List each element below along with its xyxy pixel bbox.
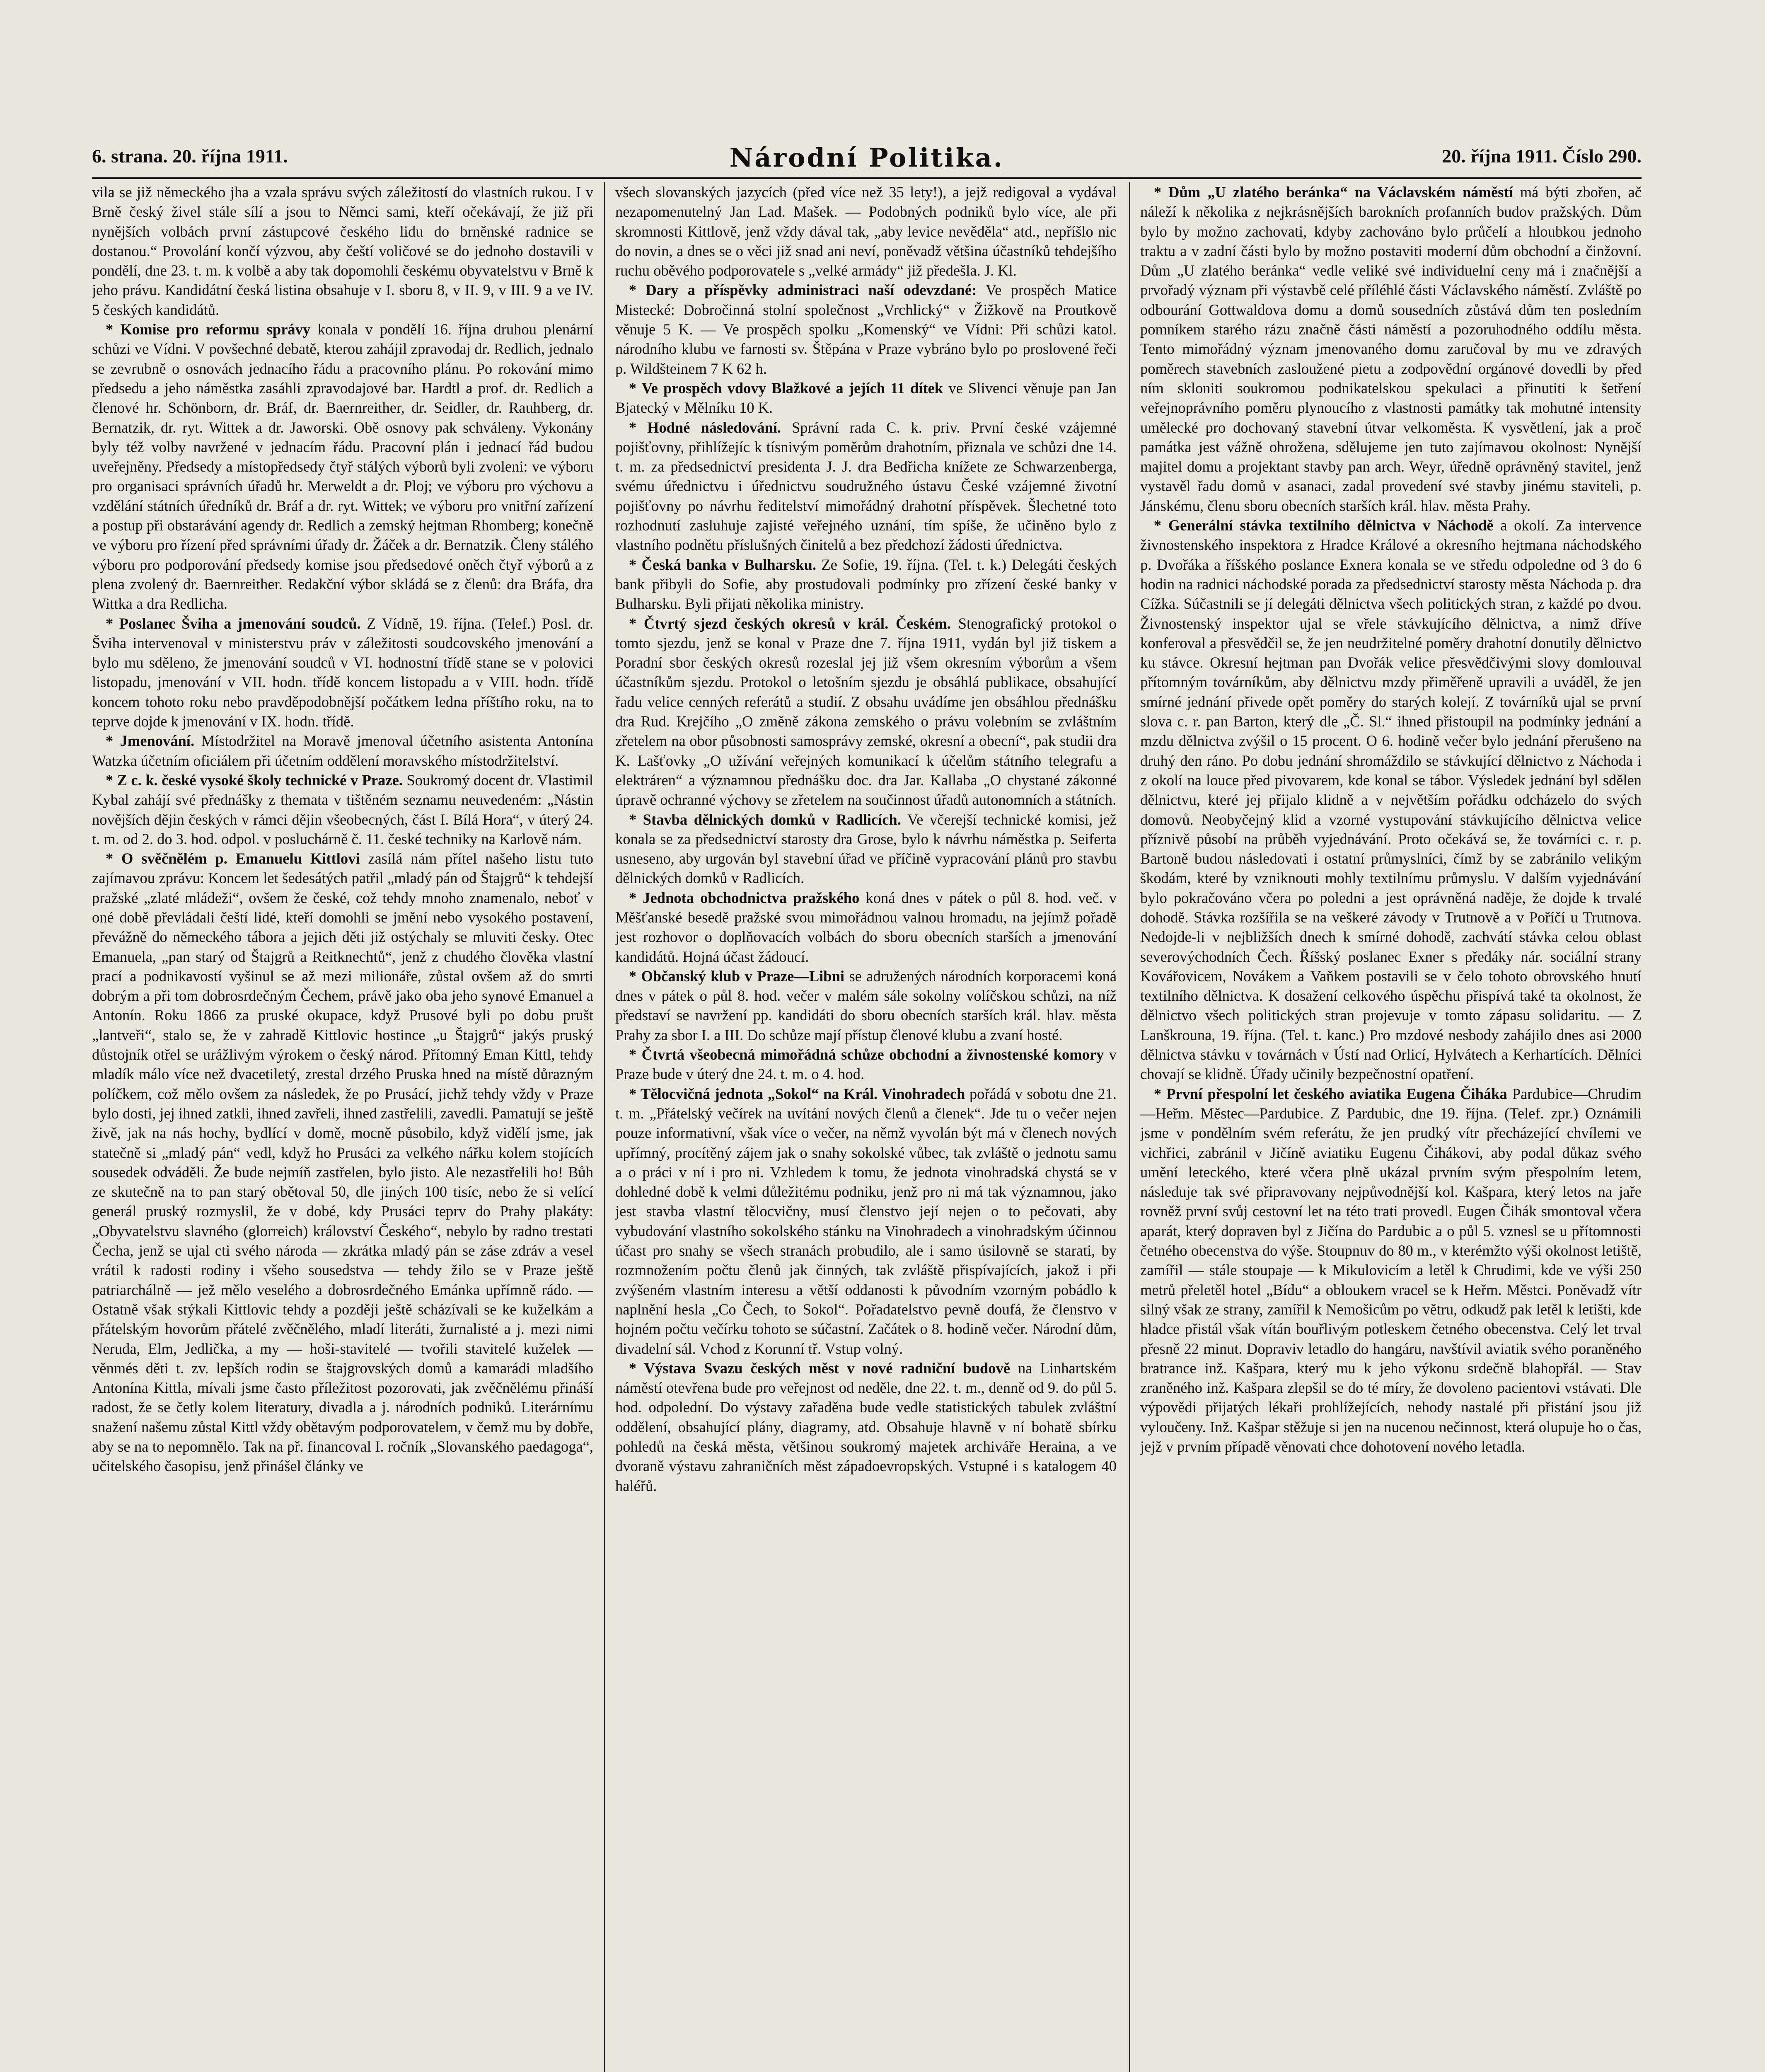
column-divider-1	[604, 182, 605, 2072]
article-paragraph	[615, 378, 1117, 418]
article-paragraph	[615, 1358, 1117, 1496]
column-2	[615, 182, 1117, 2072]
article-text: Ve prospěch Matice Mistecké: Dobročinná stolní společnost „Vrchlický“ v Žižkově na Proutkově věnuje 5 K. — Ve prospěch spolku „Komenský“ ve Vídni: Při schůzi katol. národního klubu ve farnosti sv. Štěpána v Praze vybráno bylo po proslovené řeči p. Wildšteinem 7 K 62 h.	[615, 281, 1117, 377]
article-paragraph	[615, 280, 1117, 378]
article-text: Ze Sofie, 19. října. (Tel. t. k.) Delegáti českých bank přibyli do Sofie, aby prostudovali podmínky pro zřízení české banky v Bulharsku. Byli přijati několika ministry.	[615, 556, 1117, 612]
article-heading: * Dům „U zlatého beránka“ na Václavském náměstí	[1153, 184, 1513, 201]
article-paragraph	[615, 555, 1117, 614]
article-paragraph	[92, 614, 593, 731]
header-rule	[92, 177, 1642, 179]
article-text: vila se již německého jha a vzala správu svých záležitostí do vlastních rukou. I v Brně český živel stále sílí a jsou to Němci sami, kteří očekávají, že již při nynějších volbách první zástupcové českého lidu do brněnské radnice se dostanou.“ Provolání končí výzvou, aby čeští voličové se do jednoho dostavili v pondělí, dne 23. t. m. k volbě a aby tak dopomohli českému obyvatelstvu v Brně k jeho právu. Kandidátní česká listina obsahuje v I. sboru 8, v II. 9, v III. 9 a ve IV. 5 českých kandidátů.	[92, 184, 593, 318]
article-text: Ve včerejší technické komisi, jež konala se za předsednictví starosty dra Grose, bylo k návrhu náměstka p. Seiferta usneseno, aby urgován byl stavební úřad ve příčině vypracování plánů pro stavbu dělnických domků v Radlicích.	[615, 811, 1117, 887]
article-text: ve Slivenci věnuje pan Jan Bjatecký v Mělníku 10 K.	[615, 379, 1117, 416]
column-3	[1140, 182, 1642, 2072]
article-text: Pardubice—Chrudim—Heřm. Městec—Pardubice. Z Pardubic, dne 19. října. (Telef. zpr.) Oznámili jsme v pondělním svém referátu, že jen prudký vítr přecházející chvílemi ve vichřici, zabránil v Jičíně aviatiku Eugenu Čihákovi, aby podal důkaz svého umění leteckého, které včera plně ukázal prvním svým přespolním letem, následuje tak své připravovany nejpůvodnější kol. Kašpara, který letos na jaře rovněž první svůj cestovní let na této trati provedl. Eugen Čihák smontoval včera aparát, který dopraven byl z Jičína do Pardubic a o půl 5. vznesl se u přítomnosti četného obecenstva do výše. Stoupnuv do 80 m., v kterémžto výši okolnost letiště, zamířil — stále stoupaje — k Mikulovicím a letěl k Chrudimi, kde ve výši 250 metrů přeletěl hotel „Bídu“ a obloukem vracel se k Heřm. Městci. Poněvadž vítr silný však ze strany, zamířil k Nemošicům po větru, odkudž pak letěl k letišti, kde hladce přistál však vítán bouřlivým potleskem četného obecenstva. Celý let trval přesně 22 minut. Dopraviv letadlo do hangáru, navštívil aviatik svého poraněného bratrance inž. Kašpara, který mu k jeho výkonu srdečně blahopřál. — Stav zraněného inž. Kašpara zlepšil se do té míry, že dovoleno pacientovi vstávati. Dle výpovědi přijatých lékaři prohlížejících, nehody nastalé při přistání jsou již vyloučeny. Inž. Kašpar stěžuje si jen na nucenou nečinnost, která olupuje ho o čas, jejž v prvním případě věnovati chce dohotovení nového letadla.	[1140, 1085, 1642, 1455]
article-paragraph	[615, 614, 1117, 810]
article-paragraph	[615, 888, 1117, 966]
article-paragraph	[615, 182, 1117, 280]
article-paragraph	[92, 849, 593, 1476]
article-heading: * Dary a příspěvky administraci naší odevzdané:	[629, 281, 977, 299]
article-paragraph	[615, 1045, 1117, 1084]
article-heading: * První přespolní let českého aviatika Eugena Čiháka	[1153, 1085, 1507, 1102]
article-heading: * Komise pro reformu správy	[105, 321, 311, 338]
article-text: v Praze bude v úterý dne 24. t. m. o 4. hod.	[615, 1046, 1117, 1083]
article-paragraph	[92, 731, 593, 770]
article-text: Soukromý docent dr. Vlastimil Kybal zahájí své přednášky z themata v tištěném seznamu neuvedeném: „Nástin novějších dějin českých v rámci dějin všeobecných, část I. Bílá Hora“, v úterý 24. t. m. od 2. do 3. hod. odpol. v posluchárně č. 11. české techniky na Karlově nám.	[92, 771, 593, 847]
article-text: a okolí. Za intervence živnostenského inspektora z Hradce Králové a okresního hejtmana náchodského p. Dvořáka a říšského poslance Exnera konala se ve středu odpoledne od 3 do 6 hodin na radnici náchodské porada za předsednictví starosty města Náchoda p. dra Cížka. Súčastnili se jí delegáti dělnictva všech politických stran, z každé po dvou. Živnostenský inspektor ujal se vřele stávkujícího dělnictva, a nimž dříve konferoval a přesvědčil se, že jen neudržitelné poměry drahotní donutily dělnictvo ku stávce. Okresní hejtman pan Dvořák velice přesvědčivými slovy domlouval přítomným továrníkům, aby dělnictvu mzdy přiměřeně upravili a uváděl, že jen smírné jednání přivede opět poměry do starých kolejí. Z továrníků ujal se první slova c. r. pan Barton, který dle „Č. Sl.“ ihned přistoupil na podmínky jednání a mzdu dělnictva zvýšil o 15 procent. O 6. hodině večer bylo jednání přerušeno na druhý den ráno. Po dobu jednání shromáždilo se stávkující dělnictvo z Náchoda i z okolí na louce před pivovarem, kde konal se tábor. Výsledek jednání byl sdělen dělnictvu, které jej přijalo klidně a v největším pořádku odcházelo do svých domovů. Neobyčejný klid a vzorné vystupování stávkujícího dělnictva velice příznivě působí na průběh vyjednávání. Proto očekává se, že továrníci c. r. p. Bartoně budou následovati i ostatní průmyslníci, čímž by se zabránilo velikým škodám, které by vzniknouti mohly textilnímu průmyslu. V dalším vyjednávání bylo pokračováno včera po poledni a jest oprávněná naděje, že dojde k trvalé dohodě. Stávka rozšířila se na veškeré závody v Trutnově a v Poříčí u Trutnova. Nedojde-li v nejbližších dnech k smírné dohodě, zachvátí stávka celou oblast severovýchodních Čech. Říšský poslanec Exner s předáky nár. sociální strany Kovářovicem, Novákem a Vaňkem postavili se v čelo tohoto obrovského hnutí textilního dělnictva. K dosažení celkového úspěchu přispívá také ta okolnost, že dělnictvo všech politických stran projevuje v tomto zápasu solidaritu. — Z Lanškrouna, 19. října. (Tel. t. kanc.) Pro mzdové nesbody zahájilo dnes asi 2000 dělnictva stávku v továrnách v Ústí nad Orlicí, Hylvátech a Kerhartících. Dělníci chovají se klidně. Úřady učinily bezpečnostní opatření.	[1140, 517, 1642, 1083]
article-text: Z Vídně, 19. října. (Telef.) Posl. dr. Šviha intervenoval v ministerstvu práv v záležitosti soudcovského jmenování a bylo mu sděleno, že jmenování soudců v VI. hodnostní třídě stane se v polovici listopadu, jmenování v VII. hodn. třídě koncem listopadu a v VIII. hodn. třídě koncem tohoto roku nebo pravděpodobnější počátkem ledna příštího roku, na to teprve dojde k jmenování v IX. hodn. třídě.	[92, 615, 593, 730]
article-paragraph	[615, 810, 1117, 888]
issue-date-number: 20. října 1911. Číslo 290.	[1442, 145, 1642, 167]
article-heading: * Poslanec Šviha a jmenování soudců.	[105, 615, 361, 632]
article-text: se adružených národních korporacemi koná dnes v pátek o půl 8. hod. večer v malém sále sokolny volíčskou schůzi, na níž představí se navržení pp. kandidáti do sboru obecních starších král. hlav. města Prahy za sbor I. a III. Do schůze mají přístup členové klubu a zvaní hosté.	[615, 967, 1117, 1043]
article-paragraph	[615, 966, 1117, 1045]
article-heading: * Ve prospěch vdovy Blažkové a jejích 11 dítek	[629, 379, 943, 397]
article-heading: * Z c. k. české vysoké školy technické v Praze.	[105, 771, 403, 789]
column-divider-2	[1129, 182, 1130, 2072]
article-heading: * Jednota obchodnictva pražského	[629, 889, 860, 906]
article-paragraph	[1140, 182, 1642, 516]
article-heading: * Stavba dělnických domků v Radlicích.	[629, 811, 901, 828]
page-header	[92, 145, 1642, 174]
article-text: Správní rada C. k. priv. První české vzájemné pojišťovny, přihlížejíc k tísnivým poměrům drahotním, přiznala ve schůzi dne 14. t. m. za předsednictví presidenta J. J. dra Bedřicha knížete ze Schwarzenberga, svému úřednictvu i úřednictvu soudružného ústavu České vzájemné životní pojišťovny po návrhu ředitelství mimořádný drahotní příspěvek. Šlechetné toto rozhodnutí zasluhuje zajisté veřejného uznání, tím spíše, že učiněno bylo z vlastního podnětu příslušných činitelů a bez předchozí žádosti úřednictva.	[615, 419, 1117, 554]
article-heading: * Tělocvičná jednota „Sokol“ na Král. Vinohradech	[629, 1085, 965, 1102]
article-text: Stenografický protokol o tomto sjezdu, jenž se konal v Praze dne 7. října 1911, vydán byl již tiskem a Poradní sbor českých okresů rozeslal jej již všem okresním výborům a všem účastníkům sjezdu. Protokol o letošním sjezdu je obsáhlá publikace, obsahující řadu velice cenných referátů a studií. Z obsahu uvádíme jen obsáhlou přednášku dra Rud. Krejčího „O změně zákona zemského o právu volebním se zvláštním zřetelem na obor působnosti samosprávy zemské, okresní a obecní“, pak studii dra K. Lašťovky „O užívání veřejných komunikací k účelům státního telegrafu a elektráren“ a významnou přednášku doc. dra Jar. Kallaba „O chystané zákonné úpravě ochranné výchovy se zřetelem na součinnost úřadů autonomních a státních.	[615, 615, 1117, 808]
article-paragraph	[1140, 1084, 1642, 1457]
article-paragraph	[92, 320, 593, 613]
article-text: koná dnes v pátek o půl 8. hod. več. v Měšťanské besedě pražské svou mimořádnou valnou hromadu, na jejímž pořadě jest rozhovor o doplňovacích volbách do sboru obecních starších a jmenování kandidátů. Hojná účast žádoucí.	[615, 889, 1117, 965]
article-heading: * O svěčnělém p. Emanuelu Kittlovi	[105, 850, 360, 867]
article-paragraph	[1140, 516, 1642, 1084]
article-text: pořádá v sobotu dne 21. t. m. „Přátelský večírek na uvítání nových členů a členek“. Jde tu o večer nejen pouze informativní, však více o večer, na němž vyvolán být má v členech nových upřímný, procítěný zájem jak o snahy sokolské vůbec, tak zvláště o jednotu samu a o práci v ní i pro ni. Vzhledem k tomu, že jednota vinohradská chystá se v dohledné době k velmi důležitému podniku, jenž pro ni má tak významnou, jako jest stavba vlastní tělocvičny, musí členstvo její nejen o to pečovati, aby vybudování vlastního sokolského stánku na Vinohradech a vinohradským účinnou účast pro snahy se všech stranách probudilo, ale i samo úsilovně se starati, by rozmnožením počtu členů jak činných, tak zvláště přispívajících, jakož i při zvýšeném vlastním interesu a větší oddanosti k původním vzorným pobádlo k naplnění hesla „Co Čech, to Sokol“. Pořadatelstvo pevně doufá, že členstvo v hojném počtu večírku tohoto se súčastní. Začátek o 8. hodině večer. Národní dům, divadelní sál. Vchod z Korunní tř. Vstup volný.	[615, 1085, 1117, 1357]
article-text: všech slovanských jazycích (před více než 35 lety!), a jejž redigoval a vydával nezapomenutelný Jan Lad. Mašek. — Podobných podniků bylo více, ale při skromnosti Kittlově, jenž vždy dával tak, „aby levice nevěděla“ atd., nepříšlo nic do novin, a dnes se o věci již snad ani neví, poněvadž většina účastníků tehdejšího ruchu oběvého podporovatele s „velké armády“ již předešla. J. Kl.	[615, 184, 1117, 279]
page-number-date: 6. strana. 20. října 1911.	[92, 145, 288, 167]
article-paragraph	[615, 418, 1117, 555]
masthead-title: Národní Politika.	[729, 143, 1004, 173]
article-text: konala v pondělí 16. října druhou plenární schůzi ve Vídni. V povšechné debatě, kterou zahájil zpravodaj dr. Redlich, jednalo se zevrubně o osnovách jednacího řádu a pracovního plánu. Po rokování mimo předsedu a jeho náměstka zasáhli zpravodajové bar. Hardtl a prof. dr. Redlich a členové hr. Schönborn, dr. Bráf, dr. Baernreither, dr. Seidler, dr. Rauhberg, dr. Bernatzik, dr. ryt. Wittek a dr. Jaworski. Obě osnovy pak schváleny. Vykonány byly též volby navržené v jednacím řádu. Pracovní plán i jednací řád budou uveřejněny. Předsedy a místopředsedy čtyř stálých výborů byli zvoleni: ve výboru pro organisaci správních úřadů hr. Merweldt a dr. Ploj; ve výboru pro výchovu a vzdělání státních úředníků dr. Bráf a dr. ryt. Wittek; ve výboru pro vnitřní zařízení a postup při obstarávání agendy dr. Redlich a zemský hejtman Rhomberg; konečně ve výboru pro řízení před správními úřady dr. Žáček a dr. Bernatzik. Členy stálého výboru pro podporování předsedy komise jsou předsedové oněch čtyř výborů a z plena zvolený dr. Baernreither. Redakční výbor skládá se z členů: dra Bráfa, dra Wittka a dra Redlicha.	[92, 321, 593, 612]
article-heading: * Generální stávka textilního dělnictva v Náchodě	[1153, 517, 1494, 534]
article-text: na Linhartském náměstí otevřena bude pro veřejnost od neděle, dne 22. t. m., denně od 9. do půl 5. hod. odpolední. Do výstavy zařaděna bude vedle statistických tabulek zvláštní oddělení, obsahující plány, diagramy, atd. Obsahuje hlavně v ní bohatě sbírku pohledů na česká města, většinou soukromý majetek archiváře Heraina, a ve dvoraně výstavu zahraničních měst západoevropských. Vstupné i s katalogem 40 haléřů.	[615, 1359, 1117, 1494]
article-heading: * Výstava Svazu českých měst v nové radniční budově	[629, 1359, 1010, 1377]
article-paragraph	[92, 770, 593, 849]
article-heading: * Hodné následování.	[629, 419, 781, 436]
column-1	[92, 182, 593, 2072]
article-paragraph	[615, 1084, 1117, 1358]
article-text: Místodržitel na Moravě jmenoval účetního asistenta Antonína Watzka účetním oficiálem při účetním oddělení moravského místodržitelství.	[92, 732, 593, 769]
article-heading: * Jmenování.	[105, 732, 195, 750]
article-text: má býti zbořen, ač náleží k několika z nejkrásnějších barokních profanních budov pražských. Dům bylo by možno zachovati, kdyby zachováno bylo průčelí a hloubkou jednoho traktu a v zadní části bylo by možno postaviti moderní dům obchodní a činžovní. Dům „U zlatého beránka“ vedle veliké své individuelní ceny má i značnější a prvořadý význam při výstavbě celé příléhlé části Václavského náměstí. Zvláště po odbourání Gottwaldova domu a domů sousedních zůstává dům ten posledním pomníkem starého rázu značně části náměstí a pozoruhodného oddílu města. Tento mimořádný význam jmenovaného domu zaručoval by mu ve zdravých poměrech stavebních zasloužené pietu a zodpovědní orgánové dovedli by před ním skloniti soukromou podnikatelskou spekulaci a přinutiti k šetření veřejnoprávního poměru plynoucího z vlastnosti památky tak mohutné intensity umělecké pro dochovaný stavební útvar velkoměsta. K vysvětlení, jak a proč památka jest vážně ohrožena, sdělujeme jen tuto zajímavou okolnost: Nynější majitel domu a projektant stavby pan arch. Weyr, úředně oprávněný stavitel, jenž vystavěl řadu domů v asanaci, zadal provedení své stavby jinému staviteli, p. Jánskému, členu sboru obecních starších král. hlav. města Prahy.	[1140, 184, 1642, 514]
article-heading: * Občanský klub v Praze—Libni	[629, 967, 845, 985]
article-text: zasílá nám přítel našeho listu tuto zajímavou zprávu: Koncem let šedesátých patřil „mladý pán od Štajgrů“ k tehdejší pražské „zlaté mládeži“, ovšem že české, což tehdy mnoho znamenalo, neboť v oné době převládali čeští lidé, kteří domohli se jmění nebo vysokého postavení, převážně do německého tábora a jejich děti již ostýchaly se mluviti česky. Otec Emanuela, „pan starý od Štajgrů a Reitknechtů“, jenž z chudého člověka vlastní prací a podnikavostí vyšinul se až mezi milionáře, zůstal ovšem až do smrti dobrým a při tom dobrosrdečným Čechem, právě jako oba jeho synové Emanuel a Antonín. Roku 1866 za pruské okupace, když Prusové byli po dobu prušt „lantveři“, stalo se, že v zahradě Kittlovic hostince „u Štajgrů“ jakýs pruský důstojník otřel se urážlivým výrokem o český národ. Přítomný Eman Kittl, tehdy mladík málo více než dvacetiletý, zrestal drzého Pruska hned na místě důrazným políčkem, což mělo ovšem za následek, že po Prusácí, jichž tehdy vždy v Praze bylo dosti, jej ihned zatkli, ihned zavřeli, ihned zastřelili, zavedli. Pamatují se ještě živě, jak na nás hochy, bydlící v domě, mocně působilo, když vidělí jsme, jak statečně si „mladý pán“ vedl, když ho Prusáci za velkého nářku kolem stojících sousedek odváděli. Že bude nejmíň zastřelen, bylo jisto. Ale nezastřelili ho! Bůh ze skutečně na to pan starý obětoval 50, dle jiných 100 tisíc, nebo že si velící generál pruský rozmyslil, že v dobé, kdy Prusáci teprv do Prahy plakáty: „Obyvatelstvu slavného (glorreich) království Českého“, nebylo by radno trestati Čecha, jenž se ujal cti svého národa — zkrátka mladý pán se záse zdráv a vesel vrátil k radosti rodiny i všeho sousedstva — tehdy žilo se v Praze ještě patriarchálně — jež mělo veselého a dobrosrdečného Emánka upřímně rádo. — Ostatně však stýkali Kittlovic tehdy a později ještě scházívali se ke kuželkám a přátelským hovorům přátelé zvěčnělého, mladí literáti, žurnalisté a j. mezi nimi Neruda, Elm, Jedlička, a my — hoši-stavitelé — tvořili stavitelé kuželek — věnmés děti t. zv. lepších rodin se štajgrovských domů a kamarádi mladšího Antonína Kittla, mívali jsme často příležitost pozorovati, jak zvěčnělému přináší radost, že se četly kolem literatury, divadla a j. národních podniků. Literárnímu snažení našemu zůstal Kittl vždy obětavým podporovatelem, v čemž mu by dobře, aby se na to nepomnělo. Tak na př. financoval I. ročník „Slovanského paedagoga“, učitelského časopisu, jenž přinášel články ve	[92, 850, 593, 1475]
article-heading: * Čtvrtý sjezd českých okresů v král. Českém.	[629, 615, 951, 632]
article-paragraph	[92, 182, 593, 320]
article-heading: * Čtvrtá všeobecná mimořádná schůze obchodní a živnostenské komory	[629, 1046, 1104, 1063]
article-heading: * Česká banka v Bulharsku.	[629, 556, 817, 573]
